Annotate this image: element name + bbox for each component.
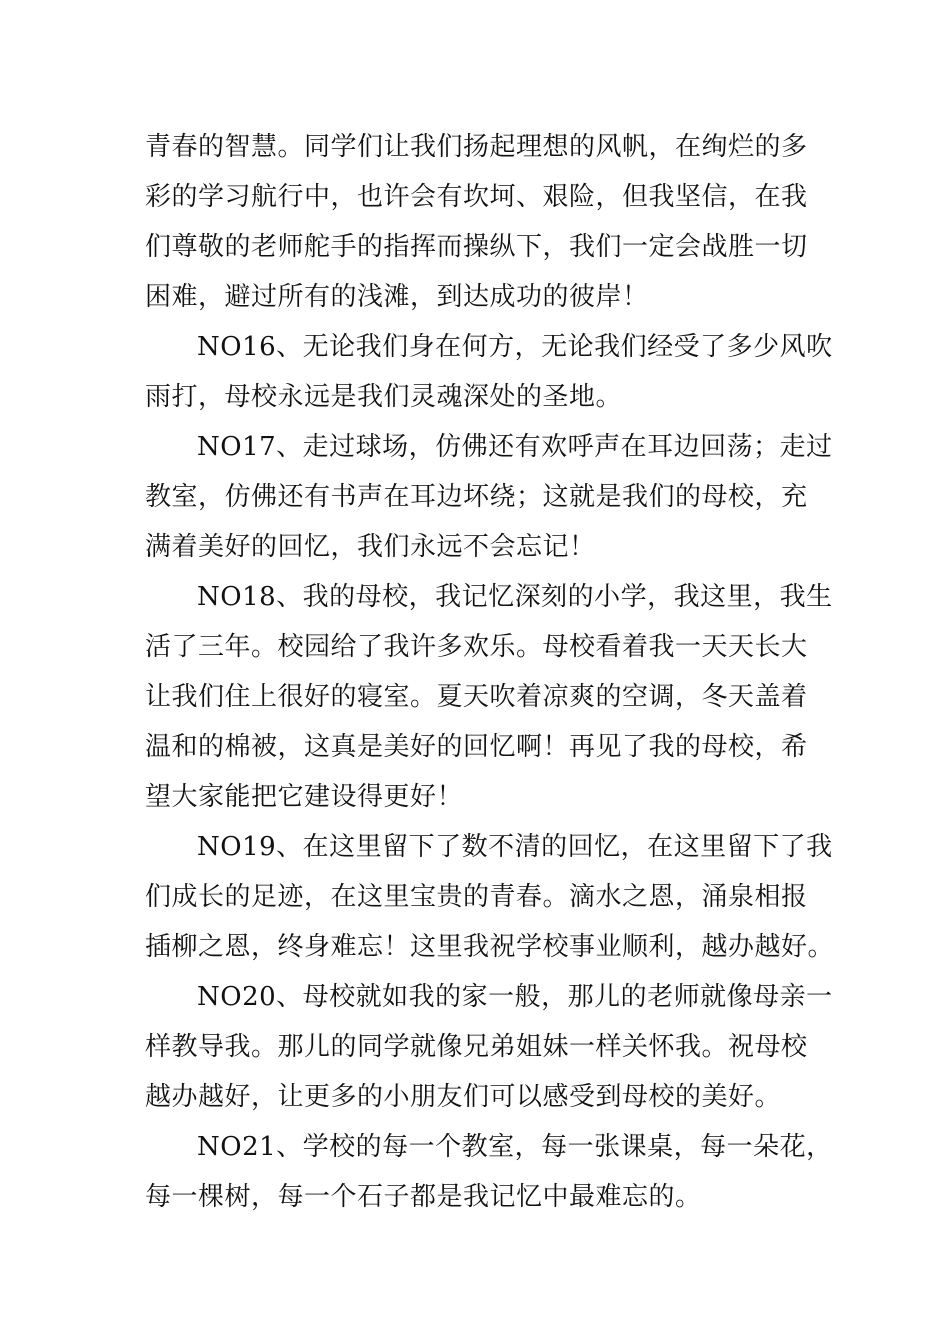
text-line: 活了三年。校园给了我许多欢乐。母校看着我一天天长大 <box>145 632 808 662</box>
text-line: 满着美好的回忆，我们永远不会忘记！ <box>145 532 596 562</box>
text-line: 们尊敬的老师舵手的指挥而操纵下，我们一定会战胜一切 <box>145 232 808 262</box>
text-line: 雨打，母校永远是我们灵魂深处的圣地。 <box>145 382 623 412</box>
text-line: 青春的智慧。同学们让我们扬起理想的风帆，在绚烂的多 <box>145 132 808 162</box>
paragraph-first-line: NO21、学校的每一个教室，每一张课桌，每一朵花， <box>197 1132 833 1162</box>
text-line: 望大家能把它建设得更好！ <box>145 782 464 812</box>
text-line: 让我们住上很好的寝室。夏天吹着凉爽的空调，冬天盖着 <box>145 682 808 712</box>
text-line: 越办越好，让更多的小朋友们可以感受到母校的美好。 <box>145 1082 782 1112</box>
text-line: 插柳之恩，终身难忘！这里我祝学校事业顺利，越办越好。 <box>145 932 835 962</box>
paragraph-first-line: NO17、走过球场，仿佛还有欢呼声在耳边回荡；走过 <box>197 432 833 462</box>
paragraph-first-line: NO16、无论我们身在何方，无论我们经受了多少风吹 <box>197 332 833 362</box>
text-line: 温和的棉被，这真是美好的回忆啊！再见了我的母校，希 <box>145 732 808 762</box>
text-line: 困难，避过所有的浅滩，到达成功的彼岸！ <box>145 282 649 312</box>
paragraph-first-line: NO18、我的母校，我记忆深刻的小学，我这里，我生 <box>197 582 833 612</box>
text-line: 们成长的足迹，在这里宝贵的青春。滴水之恩，涌泉相报 <box>145 882 808 912</box>
paragraph-first-line: NO20、母校就如我的家一般，那儿的老师就像母亲一 <box>197 982 833 1012</box>
text-line: 每一棵树，每一个石子都是我记忆中最难忘的。 <box>145 1182 702 1212</box>
document-body <box>145 122 835 1222</box>
paragraph-first-line: NO19、在这里留下了数不清的回忆，在这里留下了我 <box>197 832 833 862</box>
text-line: 彩的学习航行中，也许会有坎坷、艰险，但我坚信，在我 <box>145 182 808 212</box>
text-line: 样教导我。那儿的同学就像兄弟姐妹一样关怀我。祝母校 <box>145 1032 808 1062</box>
text-line: 教室，仿佛还有书声在耳边坏绕；这就是我们的母校，充 <box>145 482 808 512</box>
